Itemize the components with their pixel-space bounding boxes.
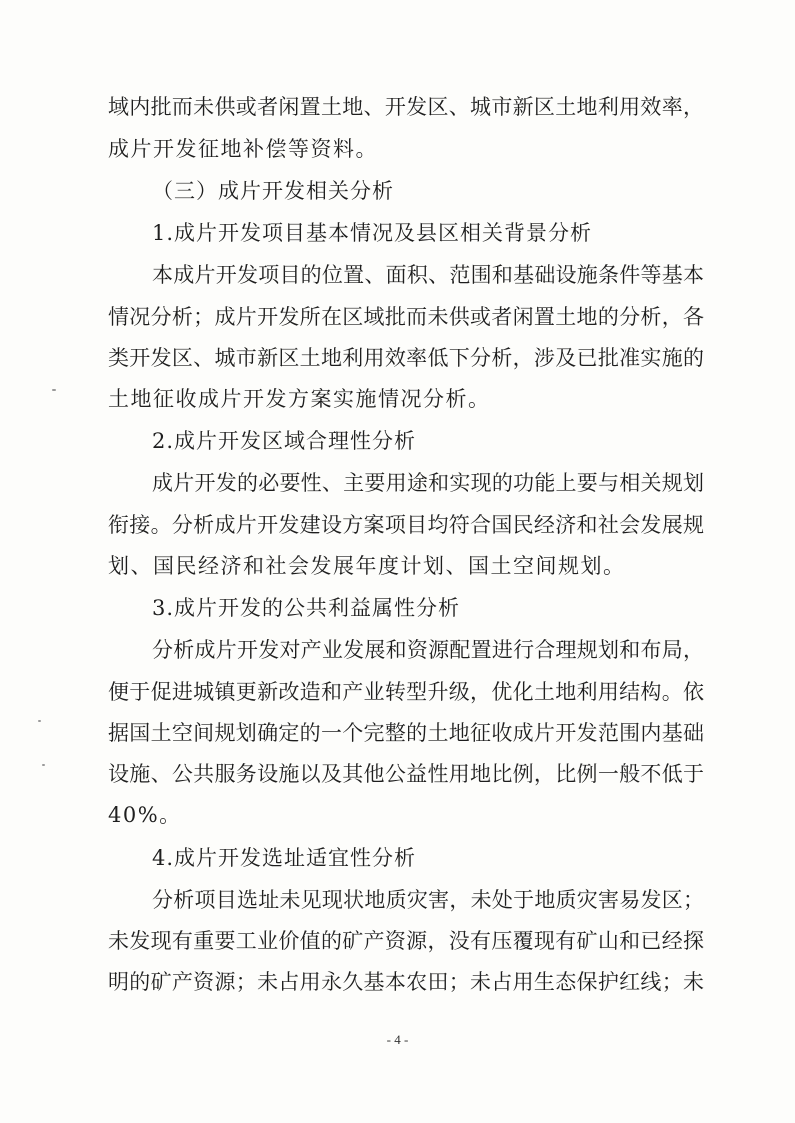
body-line: 本成片开发项目的位置、面积、范围和基础设施条件等基本: [152, 263, 704, 287]
body-line: 情况分析；成片开发所在区域批而未供或者闲置土地的分析，各: [108, 305, 704, 329]
body-line: 40%。: [108, 803, 182, 827]
section-heading: （三）成片开发相关分析: [152, 179, 394, 203]
body-line: 成片开发的必要性、主要用途和实现的功能上要与相关规划: [152, 471, 704, 495]
subsection-heading: 4.成片开发选址适宜性分析: [152, 846, 417, 870]
body-line: 成片开发征地补偿等资料。: [108, 137, 378, 161]
body-line: 分析成片开发对产业发展和资源配置进行合理规划和布局，: [152, 638, 704, 662]
scan-speck: [38, 720, 41, 722]
body-line: 分析项目选址未见现状地质灾害，未处于地质灾害易发区；: [152, 888, 704, 912]
subsection-heading: 1.成片开发项目基本情况及县区相关背景分析: [152, 221, 593, 245]
subsection-heading: 2.成片开发区域合理性分析: [152, 429, 417, 453]
scan-speck: [42, 764, 45, 766]
body-line: 划、国民经济和社会发展年度计划、国土空间规划。: [108, 554, 626, 578]
scan-speck: [52, 389, 56, 391]
body-line: 据国土空间规划确定的一个完整的土地征收成片开发范围内基础: [108, 721, 704, 745]
body-line: 衔接。分析成片开发建设方案项目均符合国民经济和社会发展规: [108, 513, 704, 537]
body-line: 便于促进城镇更新改造和产业转型升级，优化土地利用结构。依: [108, 680, 704, 704]
body-line: 设施、公共服务设施以及其他公益性用地比例，比例一般不低于: [108, 762, 704, 786]
body-line: 未发现有重要工业价值的矿产资源，没有压覆现有矿山和已经探: [108, 929, 704, 953]
body-line: 域内批而未供或者闲置土地、开发区、城市新区土地利用效率，: [108, 95, 704, 119]
body-line: 类开发区、城市新区土地利用效率低下分析，涉及已批准实施的: [108, 346, 704, 370]
body-line: 土地征收成片开发方案实施情况分析。: [108, 387, 491, 411]
subsection-heading: 3.成片开发的公共利益属性分析: [152, 596, 461, 620]
body-line: 明的矿产资源；未占用永久基本农田；未占用生态保护红线；未: [108, 970, 704, 994]
page-number: - 4 -: [386, 1032, 409, 1047]
